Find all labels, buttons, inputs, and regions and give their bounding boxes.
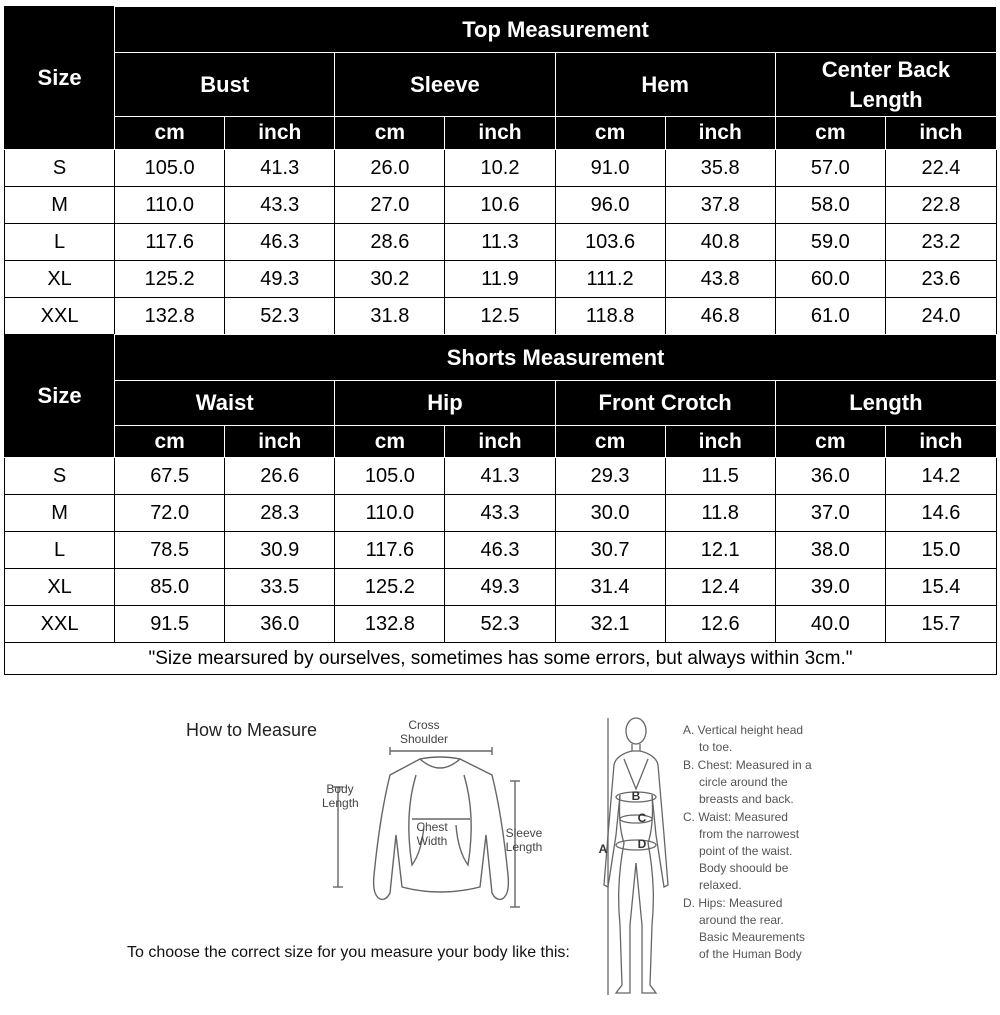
legend-text: circle around the [699, 775, 788, 789]
value-cell: 31.8 [335, 298, 445, 335]
value-cell: 23.6 [885, 261, 996, 298]
unit-header: cm [775, 117, 885, 150]
chest-width-label: Chest Width [416, 820, 448, 848]
value-cell: 118.8 [555, 298, 665, 335]
value-cell: 58.0 [775, 187, 885, 224]
value-cell: 12.4 [665, 569, 775, 606]
unit-header: cm [555, 426, 665, 458]
size-header: Size [5, 7, 115, 150]
body-length-label: Body Length [322, 782, 359, 810]
unit-header: cm [335, 117, 445, 150]
value-cell: 35.8 [665, 150, 775, 187]
value-cell: 37.0 [775, 495, 885, 532]
column-header: Hem [555, 53, 775, 117]
value-cell: 85.0 [115, 569, 225, 606]
size-cell: S [5, 150, 115, 187]
size-cell: S [5, 458, 115, 495]
value-cell: 43.3 [225, 187, 335, 224]
legend-text: relaxed. [699, 878, 742, 892]
value-cell: 132.8 [335, 606, 445, 643]
table-row [5, 224, 997, 261]
legend-item [683, 757, 843, 808]
unit-header: inch [665, 117, 775, 150]
table-row [5, 569, 997, 606]
value-cell: 10.2 [445, 150, 555, 187]
how-to-measure-label: How to Measure [186, 720, 318, 740]
shorts-measurement-table [4, 334, 997, 675]
value-cell: 30.7 [555, 532, 665, 569]
unit-header: inch [885, 426, 996, 458]
size-cell: L [5, 224, 115, 261]
unit-header: cm [115, 426, 225, 458]
value-cell: 40.8 [665, 224, 775, 261]
value-cell: 96.0 [555, 187, 665, 224]
body-mark-d: D [637, 837, 647, 851]
value-cell: 91.5 [115, 606, 225, 643]
value-cell: 31.4 [555, 569, 665, 606]
table-row [5, 150, 997, 187]
value-cell: 39.0 [775, 569, 885, 606]
legend-text: breasts and back. [699, 792, 794, 806]
value-cell: 59.0 [775, 224, 885, 261]
value-cell: 30.2 [335, 261, 445, 298]
value-cell: 15.4 [885, 569, 996, 606]
legend-item [683, 722, 843, 756]
unit-header: cm [775, 426, 885, 458]
value-cell: 91.0 [555, 150, 665, 187]
value-cell: 11.9 [445, 261, 555, 298]
value-cell: 24.0 [885, 298, 996, 335]
size-cell: L [5, 532, 115, 569]
value-cell: 14.2 [885, 458, 996, 495]
value-cell: 15.7 [885, 606, 996, 643]
value-cell: 41.3 [445, 458, 555, 495]
value-cell: 117.6 [335, 532, 445, 569]
column-header: Bust [115, 53, 335, 117]
body-mark-a: A [598, 842, 608, 856]
value-cell: 41.3 [225, 150, 335, 187]
table-row [5, 495, 997, 532]
value-cell: 103.6 [555, 224, 665, 261]
value-cell: 12.5 [445, 298, 555, 335]
value-cell: 110.0 [115, 187, 225, 224]
value-cell: 46.3 [225, 224, 335, 261]
value-cell: 46.8 [665, 298, 775, 335]
unit-header: cm [555, 117, 665, 150]
value-cell: 61.0 [775, 298, 885, 335]
legend-text: to toe. [699, 740, 733, 754]
legend-text: C. Waist: Measured [683, 810, 788, 824]
value-cell: 52.3 [445, 606, 555, 643]
column-header: Length [775, 381, 996, 426]
table-row [5, 261, 997, 298]
body-mark-b: B [631, 789, 641, 803]
value-cell: 22.8 [885, 187, 996, 224]
value-cell: 30.0 [555, 495, 665, 532]
legend-text: A. Vertical height head [683, 723, 804, 737]
table-row [5, 187, 997, 224]
value-cell: 11.3 [445, 224, 555, 261]
value-cell: 30.9 [225, 532, 335, 569]
value-cell: 36.0 [225, 606, 335, 643]
value-cell: 49.3 [225, 261, 335, 298]
column-header: Hip [335, 381, 555, 426]
value-cell: 46.3 [445, 532, 555, 569]
unit-header: inch [445, 117, 555, 150]
size-cell: XL [5, 261, 115, 298]
value-cell: 26.6 [225, 458, 335, 495]
size-cell: XXL [5, 606, 115, 643]
value-cell: 78.5 [115, 532, 225, 569]
top-measurement-table [4, 6, 997, 335]
size-cell: XL [5, 569, 115, 606]
legend-item [683, 809, 843, 894]
value-cell: 15.0 [885, 532, 996, 569]
legend-item [683, 895, 843, 963]
value-cell: 132.8 [115, 298, 225, 335]
table-row [5, 458, 997, 495]
table-row [5, 532, 997, 569]
value-cell: 28.6 [335, 224, 445, 261]
value-cell: 111.2 [555, 261, 665, 298]
size-cell: M [5, 187, 115, 224]
unit-header: cm [115, 117, 225, 150]
value-cell: 49.3 [445, 569, 555, 606]
value-cell: 26.0 [335, 150, 445, 187]
value-cell: 125.2 [115, 261, 225, 298]
value-cell: 27.0 [335, 187, 445, 224]
value-cell: 43.3 [445, 495, 555, 532]
cross-shoulder-label: Cross Shoulder [400, 718, 449, 746]
legend-text: of the Human Body [699, 947, 802, 961]
unit-header: inch [225, 426, 335, 458]
value-cell: 67.5 [115, 458, 225, 495]
table-row [5, 298, 997, 335]
value-cell: 125.2 [335, 569, 445, 606]
value-cell: 110.0 [335, 495, 445, 532]
unit-header: inch [225, 117, 335, 150]
value-cell: 117.6 [115, 224, 225, 261]
unit-header: inch [885, 117, 996, 150]
value-cell: 29.3 [555, 458, 665, 495]
measurement-note: "Size mearsured by ourselves, sometimes has some errors, but always within 3cm." [5, 643, 997, 675]
table-title: Top Measurement [115, 7, 997, 53]
legend-text: D. Hips: Measured [683, 896, 783, 910]
value-cell: 10.6 [445, 187, 555, 224]
column-header: Front Crotch [555, 381, 775, 426]
unit-header: inch [665, 426, 775, 458]
value-cell: 60.0 [775, 261, 885, 298]
measurement-legend [683, 722, 843, 964]
size-cell: M [5, 495, 115, 532]
sleeve-length-label: Sleeve Length [505, 826, 543, 854]
measure-instruction: To choose the correct size for you measure your body like this: [127, 944, 570, 961]
size-header: Size [5, 335, 115, 458]
legend-text: from the narrowest [699, 827, 800, 841]
table-title: Shorts Measurement [115, 335, 997, 381]
value-cell: 28.3 [225, 495, 335, 532]
value-cell: 14.6 [885, 495, 996, 532]
value-cell: 23.2 [885, 224, 996, 261]
value-cell: 40.0 [775, 606, 885, 643]
value-cell: 43.8 [665, 261, 775, 298]
value-cell: 37.8 [665, 187, 775, 224]
value-cell: 33.5 [225, 569, 335, 606]
value-cell: 12.1 [665, 532, 775, 569]
value-cell: 36.0 [775, 458, 885, 495]
column-header: Center Back Length [775, 53, 996, 117]
legend-text: B. Chest: Measured in a [683, 758, 812, 772]
legend-text: Basic Meaurements [699, 930, 806, 944]
unit-header: cm [335, 426, 445, 458]
body-figure-diagram [594, 715, 678, 1000]
value-cell: 72.0 [115, 495, 225, 532]
value-cell: 11.8 [665, 495, 775, 532]
value-cell: 22.4 [885, 150, 996, 187]
column-header: Sleeve [335, 53, 555, 117]
legend-text: point of the waist. [699, 844, 793, 858]
value-cell: 105.0 [115, 150, 225, 187]
legend-text: around the rear. [699, 913, 784, 927]
value-cell: 32.1 [555, 606, 665, 643]
value-cell: 105.0 [335, 458, 445, 495]
table-row [5, 606, 997, 643]
value-cell: 38.0 [775, 532, 885, 569]
size-cell: XXL [5, 298, 115, 335]
value-cell: 12.6 [665, 606, 775, 643]
column-header: Waist [115, 381, 335, 426]
value-cell: 57.0 [775, 150, 885, 187]
value-cell: 52.3 [225, 298, 335, 335]
body-mark-c: C [637, 811, 647, 825]
value-cell: 11.5 [665, 458, 775, 495]
unit-header: inch [445, 426, 555, 458]
legend-text: Body shoould be [699, 861, 789, 875]
